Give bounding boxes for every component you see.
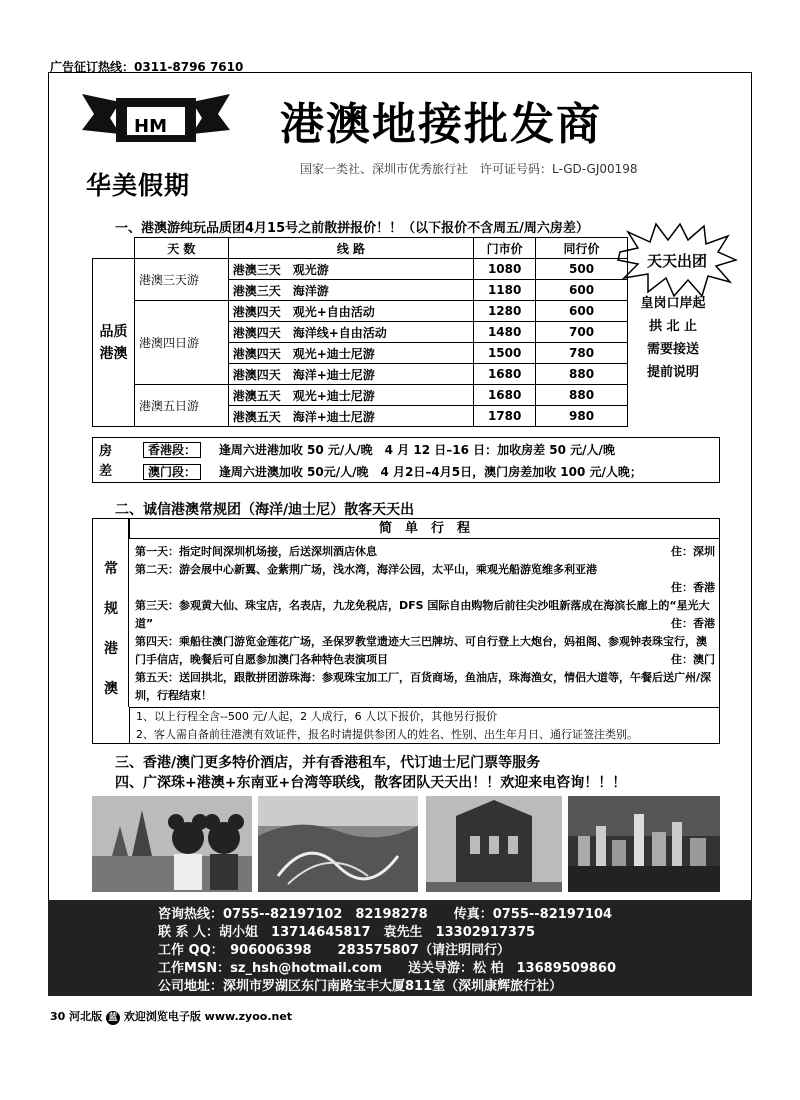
price-table <box>92 237 628 427</box>
col-route: 线 路 <box>228 238 473 259</box>
col-trade: 同行价 <box>536 238 628 259</box>
itinerary-days <box>135 543 715 705</box>
contact-qq: 工作 QQ： 906006398 283575807（请注明同行） <box>158 943 510 958</box>
contact-phone: 咨询热线：0755--82197102 82198278 传真：0755--82197104 <box>158 907 613 922</box>
room-label: 房差 <box>99 444 113 479</box>
section3-line: 三、香港/澳门更多特价酒店，并有香港租车，代订迪士尼门票等服务 <box>115 755 541 771</box>
ruins-st-paul-photo <box>426 796 562 892</box>
section1-heading: 一、港澳游纯玩品质团4月15号之前散拼报价！！（以下报价不含周五/周六房差） <box>115 221 589 236</box>
route: 港澳四天 观光+自由活动 <box>228 301 473 322</box>
col-days: 天 数 <box>134 238 228 259</box>
victoria-harbour-night-photo <box>568 796 720 892</box>
itinerary-header: 简 单 行 程 <box>129 519 719 539</box>
route: 港澳三天 观光游 <box>228 259 473 280</box>
edition: 河北版 <box>69 1010 103 1023</box>
group-name: 港澳五日游 <box>134 385 228 427</box>
group-name: 港澳四日游 <box>134 301 228 385</box>
retail-price: 1680 <box>474 385 536 406</box>
category-label: 品质港澳 <box>93 259 135 427</box>
itinerary-category: 常规港澳 <box>104 561 118 697</box>
disneyland-photo <box>92 796 252 892</box>
trade-price: 980 <box>536 406 628 427</box>
ocean-park-photo <box>258 796 418 892</box>
pickup-note <box>628 292 718 384</box>
section2-heading: 二、诚信港澳常规团（海洋/迪士尼）散客天天出 <box>115 502 415 518</box>
pickup-note-line: 提前说明 <box>646 365 699 380</box>
room-surcharge-box <box>92 437 720 483</box>
route: 港澳五天 海洋+迪士尼游 <box>228 406 473 427</box>
contact-person: 联 系 人：胡小姐 13714645817 袁先生 13302917375 <box>158 925 536 940</box>
footer-text[interactable]: 欢迎浏览电子版 www.zyoo.net <box>123 1010 293 1023</box>
group-name: 港澳三天游 <box>134 259 228 301</box>
itinerary-notes <box>129 707 719 744</box>
itinerary-day: 第一天：指定时间深圳机场接，后送深圳酒店休息 住：深圳 <box>135 545 715 558</box>
ad-hotline: 广告征订热线：0311-8796 7610 <box>50 60 244 74</box>
route: 港澳五天 观光+迪士尼游 <box>228 385 473 406</box>
retail-price: 1480 <box>474 322 536 343</box>
contact-msn: 工作MSN：sz_hsh@hotmail.com 送关导游：松 柏 13689509860 <box>158 961 617 976</box>
room-text: 逢周六进港加收 50 元/人/晚 4 月 12 日–16 日：加收房差 50 元/人/晚 <box>218 443 615 457</box>
contact-block <box>48 900 752 996</box>
pickup-note-line: 需要接送 <box>646 342 699 357</box>
itinerary-day: 第五天：送回拱北，跟散拼团游珠海：参观珠宝加工厂，百货商场，鱼油店，珠海渔女，情侣大道等，午餐后送广州/深圳，行程结束！ <box>135 671 712 702</box>
itinerary-box <box>92 518 720 744</box>
logo-name: 华美假期 <box>86 171 191 200</box>
logo-badge: HM <box>134 116 167 137</box>
pickup-note-line: 拱 北 止 <box>648 319 698 334</box>
retail-price: 1280 <box>474 301 536 322</box>
retail-price: 1080 <box>474 259 536 280</box>
note: 2、客人需自备前往港澳有效证件，报名时请提供参团人的姓名、性别、出生年月日、通行证签注类别。 <box>136 728 638 741</box>
col-retail: 门市价 <box>474 238 536 259</box>
itinerary-stay: 住：香港 <box>671 617 715 630</box>
burst-text: 天天出团 <box>646 252 707 270</box>
page-footer <box>50 1008 292 1025</box>
trade-price: 780 <box>536 343 628 364</box>
itinerary-day: 第三天：参观黄大仙、珠宝店，名表店，九龙免税店，DFS 国际自由购物后前往尖沙咀新落成在海滨长廊上的“星光大道” <box>135 599 710 630</box>
page-number: 30 <box>50 1010 66 1023</box>
retail-price: 1780 <box>474 406 536 427</box>
retail-price: 1500 <box>474 343 536 364</box>
room-segment: 香港段： <box>143 442 201 458</box>
trade-price: 500 <box>536 259 628 280</box>
room-text: 逢周六进澳加收 50元/人/晚 4 月2日–4月5日，澳门房差加收 100 元/人晚； <box>218 465 642 479</box>
note: 1、以上行程全含--500 元/人起，2 人成行，6 人以下报价，其他另行报价 <box>136 710 498 723</box>
itinerary-stay: 住：澳门 <box>671 653 715 666</box>
section4-line: 四、广深珠+港澳+东南亚+台湾等联线，散客团队天天出！！欢迎来电咨询！！！ <box>115 775 627 791</box>
itinerary-stay: 住：香港 <box>671 581 715 594</box>
trade-price: 600 <box>536 280 628 301</box>
subtitle: 国家一类社、深圳市优秀旅行社 许可证号码：L-GD-GJ00198 <box>300 162 638 176</box>
route: 港澳四天 海洋+迪士尼游 <box>228 364 473 385</box>
route: 港澳三天 海洋游 <box>228 280 473 301</box>
trade-price: 700 <box>536 322 628 343</box>
page-title: 港澳地接批发商 <box>280 99 602 150</box>
retail-price: 1180 <box>474 280 536 301</box>
trade-price: 880 <box>536 364 628 385</box>
itinerary-day: 第四天：乘船往澳门游览金莲花广场，圣保罗教堂遗迹大三巴牌坊、可自行登上大炮台，妈祖阁、参观钟表珠宝行，澳门手信店，晚餐后可自愿参加澳门各种特色表演项目 <box>135 635 707 666</box>
room-segment: 澳门段： <box>143 464 201 480</box>
trade-price: 880 <box>536 385 628 406</box>
route: 港澳四天 观光+迪士尼游 <box>228 343 473 364</box>
route: 港澳四天 海洋线+自由活动 <box>228 322 473 343</box>
retail-price: 1680 <box>474 364 536 385</box>
edition-badge: 蓝 <box>106 1011 120 1025</box>
contact-address: 公司地址：深圳市罗湖区东门南路宝丰大厦811室（深圳康辉旅行社） <box>158 979 563 994</box>
trade-price: 600 <box>536 301 628 322</box>
pickup-note-line: 皇岗口岸起 <box>640 296 706 311</box>
itinerary-day: 第二天：游会展中心新翼、金紫荆广场，浅水湾，海洋公园，太平山，乘观光船游览维多利亚港 <box>135 563 597 576</box>
